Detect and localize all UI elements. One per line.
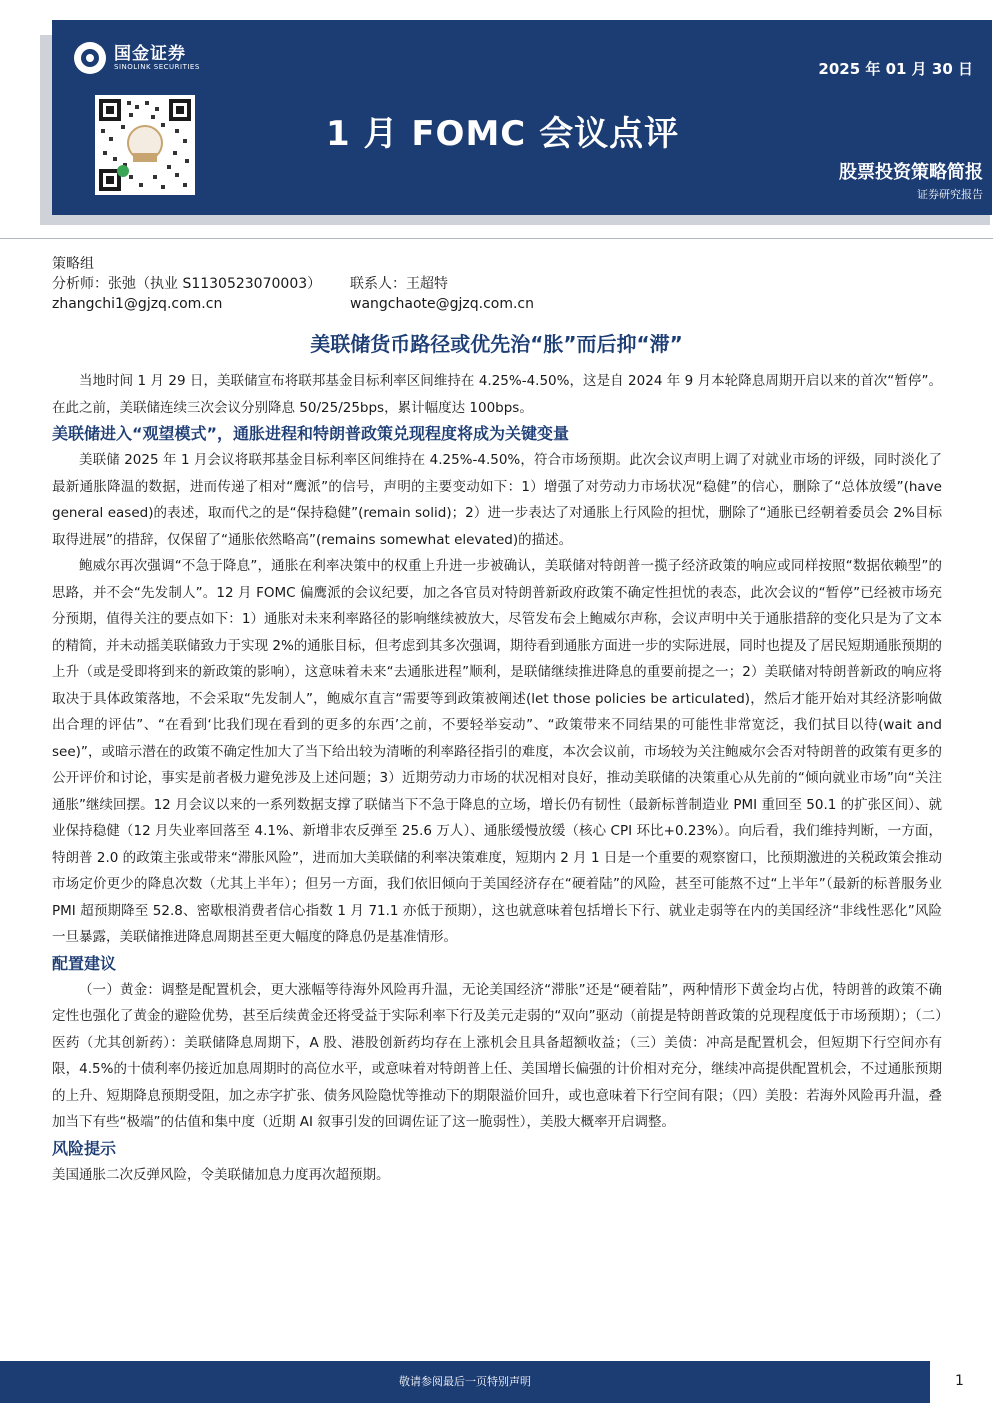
fed-statement-paragraph: 美联储 2025 年 1 月会议将联邦基金目标利率区间维持在 4.25%-4.50%，符合市场预期。此次会议声明上调了对就业市场的评级，同时淡化了最新通胀降温的数据，进而传递了相对“鹰派”的信号，声明的主要变动如下：1）增强了对劳动力市场状况“稳健”的信心，删除了“总体放缓”(have general eased)的表述，取而代之的是“保持稳健”(remain solid)；2）进一步表达了对通胀上行风险的担忧，删除了“通胀已经朝着委员会 2%目标取得进展”的措辞，仅保留了“通胀依然略高”(remains somewhat elevated)的描述。 [52,452,942,548]
logo-text-cn: 国金证券 [114,43,186,64]
allocation-paragraph: （一）黄金：调整是配置机会，更大涨幅等待海外风险再升温，无论美国经济“滞胀”还是“硬着陆”，两种情形下黄金均占优，特朗普的政策不确定性也强化了黄金的避险优势，甚至后续黄金还将受益于实际利率下行及美元走弱的“双向”驱动（前提是特朗普政策的兑现程度低于市场预期）；（二）医药（尤其创新药）：美联储降息周期下，A 股、港股创新药均存在上涨机会且具备超额收益；（三）美债：冲高是配置机会，但短期下行空间亦有限，4.5%的十债利率仍接近加息周期时的高位水平，或意味着对特朗普上任、美国增长偏强的计价相对充分，继续冲高提供配置机会，不过通胀预期的上升、短期降息预期受阻，加之赤字扩张、债务风险隐忧等推动下的期限溢价回升，或也意味着下行空间有限；（四）美股：若海外风险再升温，叠加当下有些“极端”的估值和集中度（近期 AI 叙事引发的回调佐证了这一脆弱性），美股大概率开启调整。 [52,981,942,1130]
qr-code-icon [95,95,195,195]
analyst-name: 分析师：张弛（执业 S1130523070003） [52,276,322,292]
contact-name: 联系人：王超特 [350,276,448,292]
risk-paragraph: 美国通胀二次反弹风险，令美联储加息力度再次超预期。 [52,1166,390,1183]
company-logo [74,42,200,74]
analyst-email[interactable]: zhangchi1@gjzq.com.cn [52,296,223,312]
logo-icon [74,42,106,74]
footer-disclaimer: 敬请参阅最后一页特别声明 [0,1361,930,1403]
section-heading-risk: 风险提示 [52,1138,117,1158]
report-body [52,368,942,1188]
main-title: 美联储货币路径或优先治“胀”而后抑“滞” [310,332,683,356]
section-heading-allocation: 配置建议 [52,953,117,973]
logo-text-en: SINOLINK SECURITIES [114,62,200,71]
header-divider [0,238,993,239]
powell-remarks-paragraph: 鲍威尔再次强调“不急于降息”，通胀在利率决策中的权重上升进一步被确认，美联储对特朗普一揽子经济政策的响应或同样按照“数据依赖型”的思路，并不会“先发制人”。12 月 FOMC 偏鹰派的会议纪要，加之各官员对特朗普新政府政策不确定性担忧的表态，此次会议的“暂停”已经被市场充分预期，值得关注的要点如下：1）通胀对未来利率路径的影响继续被放大，尽管发布会上鲍威尔声称，会议声明中关于通胀措辞的变化只是为了文本的精简，并未动摇美联储致力于实现 2%的通胀目标，但考虑到其多次强调，期待看到通胀方面进一步的实际进展，同时也提及了居民短期通胀预期的上升（或是受即将到来的新政策的影响），这意味着未来“去通胀进程”顺利，是联储继续推进降息的重要前提之一；2）美联储对特朗普新政的响应将取决于具体政策落地，不会采取“先发制人”，鲍威尔直言“需要等到政策被阐述(let those policies be articulated)，然后才能开始对其经济影响做出合理的评估”、“在看到‘比我们现在看到的更多的东西’之前，不要轻举妄动”、“政策带来不同结果的可能性非常宽泛，我们拭目以待(wait and see)”，或暗示潜在的政策不确定性加大了当下给出较为清晰的利率路径指引的难度，本次会议前，市场较为关注鲍威尔会否对特朗普的政策有更多的公开评价和讨论，事实是前者极力避免涉及上述问题；3）近期劳动力市场的状况相对良好，推动美联储的决策重心从先前的“倾向就业市场”向“关注通胀”继续回摆。12 月会议以来的一系列数据支撑了联储当下不急于降息的立场，增长仍有韧性（最新标普制造业 PMI 重回至 50.1 的扩张区间）、就业保持稳健（12 月失业率回落至 4.1%、新增非农反弹至 25.6 万人）、通胀缓慢放缓（核心 CPI 环比+0.23%）。向后看，我们维持判断，一方面，特朗普 2.0 的政策主张或带来“滞胀风险”，进而加大美联储的利率决策难度，短期内 2 月 1 日是一个重要的观察窗口，比预期激进的关税政策会推动市场定价更少的降息次数（尤其上半年）；但另一方面，我们依旧倾向于美国经济存在“硬着陆”的风险，甚至可能熬不过“上半年”（最新的标普服务业 PMI 超预期降至 52.8、密歇根消费者信心指数 1 月 71.1 亦低于预期），这也就意味着包括增长下行、就业走弱等在内的美国经济“非线性恶化”风险一旦暴露，美联储推进降息周期甚至更大幅度的降息仍是基准情形。 [52,558,942,945]
report-subtype: 证券研究报告 [917,188,983,201]
intro-paragraph: 当地时间 1 月 29 日，美联储宣布将联邦基金目标利率区间维持在 4.25%-4.50%，这是自 2024 年 9 月本轮降息周期开启以来的首次“暂停”。在此之前，美联储连续三次会议分别降息 50/25/25bps，累计幅度达 100bps。 [52,373,942,416]
team-name: 策略组 [52,256,94,272]
page-number: 1 [955,1373,964,1389]
report-title: 1 月 FOMC 会议点评 [326,114,680,154]
author-block [52,254,534,314]
section-heading-fed-watch: 美联储进入“观望模式”，通胀进程和特朗普政策兑现程度将成为关键变量 [52,424,570,443]
report-date: 2025 年 01 月 30 日 [818,60,973,78]
contact-email[interactable]: wangchaote@gjzq.com.cn [350,296,534,312]
report-type: 股票投资策略简报 [839,162,983,183]
